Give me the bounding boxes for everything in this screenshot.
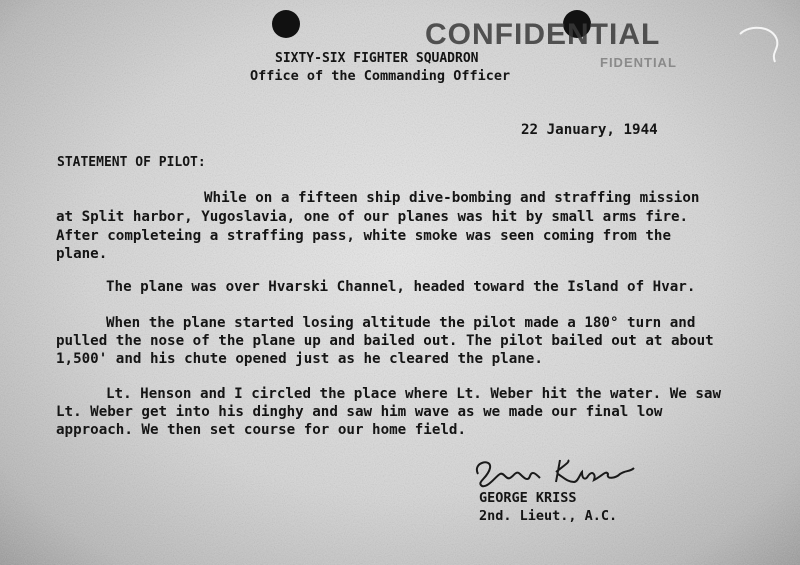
confidential-stamp: CONFIDENTIAL <box>425 18 661 51</box>
statement-title: STATEMENT OF PILOT: <box>57 155 206 170</box>
confidential-stamp-faint: FIDENTIAL <box>600 55 677 70</box>
paragraph-4-line: Lt. Henson and I circled the place where Lt. Weber hit the water. We saw <box>106 386 721 402</box>
squadron-heading: SIXTY-SIX FIGHTER SQUADRON <box>275 51 479 66</box>
signer-rank: 2nd. Lieut., A.C. <box>479 508 618 524</box>
document-date: 22 January, 1944 <box>521 122 658 138</box>
paragraph-1-line: After completeing a straffing pass, white smoke was seen coming from the <box>56 228 671 244</box>
paragraph-3-line: 1,500' and his chute opened just as he cleared the plane. <box>56 351 543 367</box>
punch-hole-left <box>272 10 300 38</box>
handwritten-signature <box>470 452 640 492</box>
paragraph-4-line: Lt. Weber get into his dinghy and saw him wave as we made our final low <box>56 404 663 420</box>
paragraph-1-line: While on a fifteen ship dive-bombing and straffing mission <box>204 190 700 206</box>
paragraph-1-line: plane. <box>56 246 108 262</box>
pencil-mark <box>735 22 785 72</box>
paragraph-4-line: approach. We then set course for our home field. <box>56 422 466 438</box>
signer-name: GEORGE KRISS <box>479 490 577 506</box>
paragraph-1-line: at Split harbor, Yugoslavia, one of our planes was hit by small arms fire. <box>56 209 689 225</box>
paragraph-3-line: pulled the nose of the plane up and bailed out. The pilot bailed out at about <box>56 333 714 349</box>
paragraph-3-line: When the plane started losing altitude the pilot made a 180° turn and <box>106 315 696 331</box>
office-heading: Office of the Commanding Officer <box>250 68 511 84</box>
paragraph-2-line: The plane was over Hvarski Channel, headed toward the Island of Hvar. <box>106 279 696 295</box>
